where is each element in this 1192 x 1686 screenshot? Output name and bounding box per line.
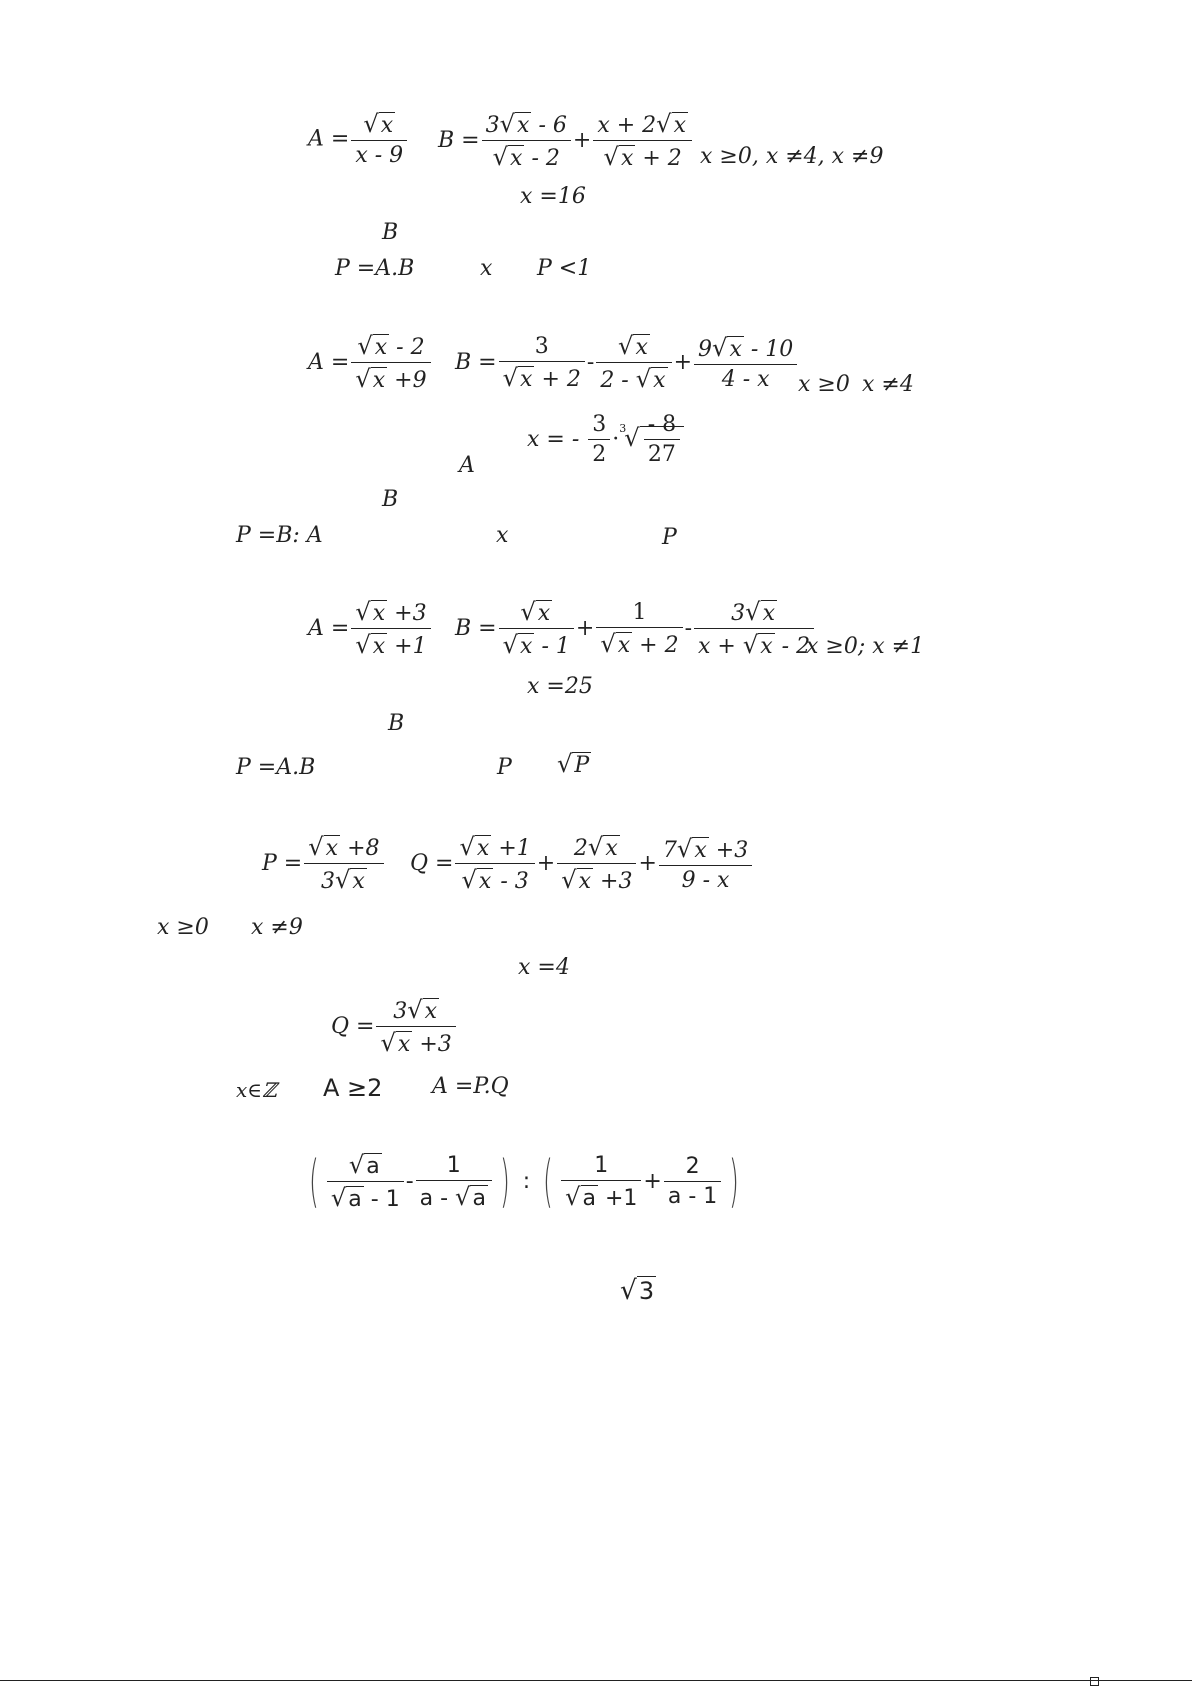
- num: - 8: [647, 412, 677, 437]
- x-frac: [588, 414, 610, 466]
- rad: x: [478, 869, 492, 894]
- p3-B-term1: $\frac{√x}{√x - 1}$: [499, 600, 574, 658]
- rest: - 2: [774, 634, 811, 659]
- rad: x: [673, 113, 686, 138]
- page-bottom-rule: [0, 1680, 1192, 1681]
- p2-part2-var: B: [382, 487, 399, 512]
- cbrt-index: 3: [619, 422, 627, 435]
- p4-Q-term3: $\frac{7√x +3}{9 - x}$: [659, 837, 752, 892]
- p2-A-expression: A = $\frac{√x - 2}{√x +9}$: [308, 334, 433, 392]
- rad: a: [582, 1185, 596, 1211]
- p4-Q-expression: Q = $\frac{√x +1}{√x - 3}$ + $\frac{2√x}{√x +3}$ + $\frac{7√x +3}{9 - x}$: [410, 835, 754, 893]
- num: 3: [592, 412, 607, 437]
- rad: x: [510, 146, 523, 171]
- coef: 2: [573, 836, 588, 861]
- rad: x: [620, 146, 634, 171]
- rest: - 3: [493, 869, 529, 894]
- right-paren: ): [729, 1149, 740, 1214]
- coef: 7: [662, 837, 677, 863]
- coef: 3: [320, 869, 335, 894]
- p4-condition-b: x ≠9: [251, 915, 303, 940]
- rad: x: [653, 368, 666, 393]
- num: 1: [632, 599, 647, 625]
- rad: x: [325, 836, 339, 861]
- rest: +3: [593, 869, 633, 894]
- rad: x: [635, 335, 648, 360]
- p2-x-value: x = - $\frac{3}{2}$ ·$^3$√ $\frac{- 8}{27}$: [527, 414, 684, 466]
- p1-part3-ineq: P <1: [537, 256, 592, 281]
- p2-B-term3: $\frac{9√x - 10}{4 - x}$: [694, 336, 797, 391]
- p1-B-label: B: [438, 128, 455, 153]
- rad: x: [520, 366, 533, 392]
- rad: x: [694, 837, 707, 863]
- pre: x + 2: [597, 113, 657, 138]
- p2-B-label: B: [455, 350, 472, 375]
- rest: - 6: [531, 113, 567, 138]
- coef: 3: [393, 999, 408, 1024]
- p1-A-expression: A = $\frac{√x}{x - 9}$: [308, 112, 409, 167]
- p3-part3-p: P =A.B: [236, 755, 316, 780]
- coef: 3: [485, 113, 500, 138]
- p2-B-term2: $\frac{√x}{2 - √x}$: [596, 334, 671, 392]
- p4-condition-a: x ≥0: [157, 915, 209, 940]
- p2-part1-var: A: [459, 453, 475, 478]
- den: 4 - x: [694, 364, 797, 391]
- rad: x: [372, 368, 386, 393]
- rest: - 1: [534, 634, 570, 659]
- rest: +1: [597, 1185, 638, 1211]
- rad: a: [472, 1185, 486, 1211]
- coef: 3: [731, 601, 746, 626]
- num: 1: [446, 1152, 461, 1178]
- p4-part3-def: A =P.Q: [432, 1074, 509, 1099]
- p2-B-term1: $\frac{3}{√x + 2}$: [499, 336, 585, 391]
- p3-part3-var: P: [497, 755, 512, 780]
- rest: + 2: [534, 366, 581, 392]
- p2-condition-a: x ≥0: [798, 372, 850, 397]
- rad: x: [374, 335, 388, 360]
- rest: +1: [491, 836, 531, 861]
- p1-x-value: x =16: [520, 184, 586, 209]
- p5-term4: [664, 1156, 721, 1208]
- p1-part3-x: x: [480, 256, 493, 281]
- rad: x: [372, 601, 386, 626]
- p4-P-label: P: [262, 851, 277, 876]
- rad: x: [424, 999, 438, 1024]
- rest: - 2: [524, 146, 560, 171]
- rad: x: [397, 1032, 411, 1057]
- rad: x: [372, 634, 386, 659]
- den: 2: [588, 439, 610, 466]
- p3-B-term2: $\frac{1}{√x + 2}$: [596, 602, 682, 657]
- p5-expression: ( $\frac{√a}{√a - 1}$ - $\frac{1}{a - √a}$ ) : ( $\frac{1}{√a +1}$ + $\frac{2}{a - 1}$ ): [309, 1149, 740, 1214]
- p5-term1: $\frac{√a}{√a - 1}$: [327, 1153, 404, 1211]
- p1-B-term2: $\frac{x + 2√x}{√x + 2}$: [593, 112, 692, 170]
- rest: - 10: [743, 336, 794, 362]
- left-paren: (: [309, 1149, 319, 1214]
- p5-sqrt3: √3: [620, 1275, 655, 1306]
- rest: +3: [412, 1032, 452, 1057]
- p1-B-expression: B = $\frac{3√x - 6}{√x - 2}$ + $\frac{x + 2√x}{√x + 2}$: [438, 112, 694, 170]
- rad: x: [760, 634, 773, 659]
- p1-A-num: x: [380, 113, 394, 138]
- p3-B-expression: B = $\frac{√x}{√x - 1}$ + $\frac{1}{√x + 2}$ - $\frac{3√x}{x + √x - 2}$: [455, 600, 816, 658]
- p1-A-label: A: [308, 126, 324, 152]
- num: 3: [534, 333, 549, 359]
- rad: P: [574, 753, 590, 778]
- p4-P-fraction: $\frac{√x +8}{3√x}$: [304, 835, 383, 893]
- rad: x: [517, 113, 530, 138]
- den: 9 - x: [659, 865, 752, 892]
- rest: +8: [340, 836, 380, 861]
- rad: x: [578, 869, 592, 894]
- p1-condition: x ≥0, x ≠4, x ≠9: [700, 144, 884, 169]
- den: 27: [644, 439, 680, 466]
- p1-A-den: x - 9: [351, 140, 407, 167]
- rest: + 2: [635, 146, 682, 171]
- p2-part3-p: P =B: A: [236, 523, 323, 548]
- p4-Q-term1: $\frac{√x +1}{√x - 3}$: [455, 835, 534, 893]
- rad: x: [476, 836, 490, 861]
- rad: x: [537, 601, 551, 626]
- p3-part2-var: B: [388, 711, 405, 736]
- num: 2: [685, 1154, 700, 1179]
- pre: a -: [419, 1185, 456, 1211]
- rad: x: [520, 634, 533, 659]
- p3-A-fraction: $\frac{√x +3}{√x +1}$: [351, 600, 430, 658]
- rad: x: [729, 336, 742, 362]
- rest: +1: [387, 634, 427, 659]
- rad: x: [762, 601, 775, 626]
- rest: - 2: [389, 335, 425, 360]
- p5-term3: $\frac{1}{√a +1}$: [561, 1155, 641, 1210]
- rest: +3: [708, 837, 749, 863]
- p3-x-value: x =25: [527, 674, 593, 699]
- p4-Q-term2: $\frac{2√x}{√x +3}$: [557, 835, 636, 893]
- p2-A-label: A: [308, 350, 324, 375]
- den: a - 1: [664, 1181, 721, 1208]
- p4-Q-result-fraction: $\frac{3√x}{√x +3}$: [376, 998, 455, 1056]
- pre: 2 -: [600, 368, 636, 393]
- p1-A-fraction: $\frac{√x}{x - 9}$: [351, 112, 407, 167]
- rest: +3: [387, 601, 427, 626]
- p1-B-term1: $\frac{3√x - 6}{√x - 2}$: [482, 112, 571, 170]
- p4-P-expression: P = $\frac{√x +8}{3√x}$: [262, 835, 386, 893]
- left-paren: (: [543, 1149, 554, 1214]
- rest: - 1: [363, 1187, 400, 1212]
- num: 1: [594, 1152, 609, 1178]
- rad: a: [348, 1187, 362, 1212]
- p3-part3-sqrt: √P: [557, 750, 590, 778]
- p1-part2-var: B: [382, 220, 399, 245]
- p3-condition: x ≥0; x ≠1: [806, 634, 925, 659]
- p4-Q-result: Q = $\frac{3√x}{√x +3}$: [331, 998, 458, 1056]
- p2-condition-b: x ≠4: [862, 372, 914, 397]
- p2-A-fraction: $\frac{√x - 2}{√x +9}$: [351, 334, 430, 392]
- pre: x +: [698, 634, 743, 659]
- p4-Q-label: Q: [410, 851, 429, 876]
- p2-part3-x: x: [496, 523, 509, 548]
- p2-part3-var: P: [662, 525, 677, 550]
- p4-part3-ineq: A ≥2: [323, 1074, 383, 1102]
- p3-B-term3: $\frac{3√x}{x + √x - 2}$: [694, 600, 814, 658]
- p5-term2: $\frac{1}{a - √a}$: [416, 1155, 492, 1210]
- right-paren: ): [499, 1149, 510, 1214]
- label: Q: [331, 1014, 350, 1039]
- cbrt-frac: [644, 414, 680, 466]
- p3-A-expression: A = $\frac{√x +3}{√x +1}$: [308, 600, 433, 658]
- rest: + 2: [632, 632, 679, 658]
- p3-A-label: A: [308, 616, 324, 641]
- rest: +9: [387, 368, 427, 393]
- p3-B-label: B: [455, 616, 472, 641]
- p1-part3-p: P =A.B: [335, 256, 415, 281]
- p2-B-expression: B = $\frac{3}{√x + 2}$ - $\frac{√x}{2 - √x}$ + $\frac{9√x - 10}{4 - x}$: [455, 334, 799, 392]
- pre: x = -: [527, 427, 587, 452]
- rad: x: [352, 869, 365, 894]
- p4-x-value: x =4: [518, 955, 570, 980]
- p4-part3-set: x∈ℤ: [236, 1078, 277, 1102]
- rad: x: [617, 632, 631, 658]
- coef: 9: [698, 336, 713, 362]
- rad: a: [366, 1154, 380, 1179]
- rad: 3: [638, 1277, 655, 1305]
- rad: x: [605, 836, 618, 861]
